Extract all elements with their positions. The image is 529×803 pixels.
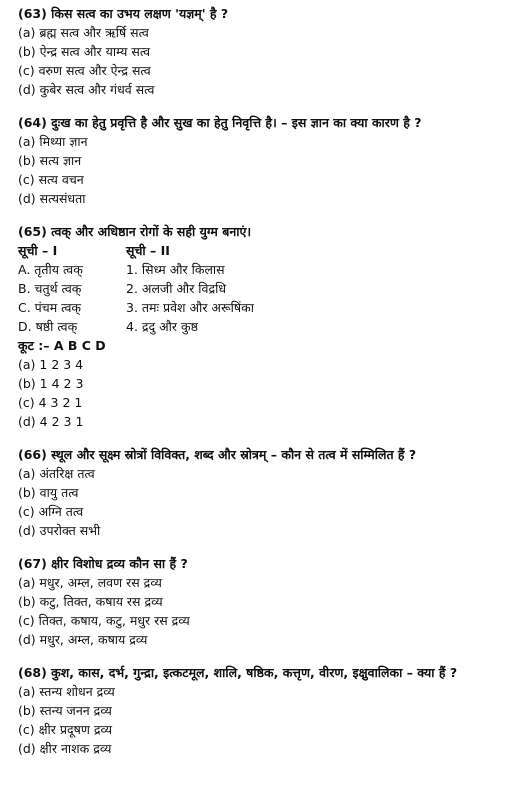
question-block-68 (18, 663, 523, 758)
match-row (18, 317, 523, 336)
question-text: (67) क्षीर विशोध द्रव्य कौन सा हैं ? (18, 556, 188, 571)
option-b: (b) सत्य ज्ञान (18, 153, 82, 168)
question-text: (64) दुःख का हेतु प्रवृत्ति है और सुख का हेतु निवृत्ति है। – इस ज्ञान का क्या कारण है ? (18, 115, 422, 130)
match-row (18, 260, 523, 279)
question-block-66 (18, 445, 523, 540)
option-c: (c) क्षीर प्रदूषण द्रव्य (18, 722, 113, 737)
list-2-item: 3. तमः प्रवेश और अरूषिंका (126, 300, 254, 315)
option-c: (c) सत्य वचन (18, 172, 84, 187)
question-block-67 (18, 554, 523, 649)
list-2-header: सूची – II (126, 243, 170, 258)
code-header: कूट :– A B C D (18, 338, 106, 353)
list-2-item: 1. सिध्म और किलास (126, 262, 225, 277)
option-d: (d) मधुर, अम्ल, कषाय द्रव्य (18, 632, 148, 647)
list-1-item: B. चतुर्थ त्वक् (18, 281, 82, 296)
list-1-item: C. पंचम त्वक् (18, 300, 82, 315)
question-text: (65) त्वक् और अधिष्ठान रोगों के सही युग्म बनाएं। (18, 224, 252, 239)
list-1-item: D. षष्ठी त्वक् (18, 319, 78, 334)
list-1-header: सूची – I (18, 243, 58, 258)
match-row (18, 298, 523, 317)
option-a: (a) स्तन्य शोधन द्रव्य (18, 684, 115, 699)
question-block-63 (18, 4, 523, 99)
list-1-item: A. तृतीय त्वक् (18, 262, 83, 277)
option-d: (d) क्षीर नाशक द्रव्य (18, 741, 112, 756)
question-block-64 (18, 113, 523, 208)
option-b: (b) कटु, तिक्त, कषाय रस द्रव्य (18, 594, 163, 609)
option-c: (c) 4 3 2 1 (18, 395, 83, 410)
list-2-item: 4. द्रदु और कुष्ठ (126, 319, 198, 334)
option-c: (c) अग्नि तत्व (18, 504, 84, 519)
option-a: (a) अंतरिक्ष तत्व (18, 466, 95, 481)
match-row (18, 279, 523, 298)
question-text: (63) किस सत्व का उभय लक्षण 'यज्ञम्' है ? (18, 6, 229, 21)
option-a: (a) 1 2 3 4 (18, 357, 84, 372)
option-b: (b) 1 4 2 3 (18, 376, 84, 391)
question-block-65 (18, 222, 523, 431)
option-a: (a) ब्रह्म सत्व और ऋर्षि सत्व (18, 25, 149, 40)
list-header-row (18, 241, 523, 260)
option-d: (d) 4 2 3 1 (18, 414, 84, 429)
list-2-item: 2. अलजी और विद्रधि (126, 281, 227, 296)
option-c: (c) तिक्त, कषाय, कटु, मधुर रस द्रव्य (18, 613, 190, 628)
option-b: (b) वायु तत्व (18, 485, 79, 500)
option-b: (b) स्तन्य जनन द्रव्य (18, 703, 112, 718)
option-d: (d) उपरोक्त सभी (18, 523, 101, 538)
option-a: (a) मधुर, अम्ल, लवण रस द्रव्य (18, 575, 162, 590)
question-text: (66) स्थूल और सूक्ष्म स्रोत्रों विविक्त, शब्द और स्रोत्रम् – कौन से तत्व में सम्मिलित हैं ? (18, 447, 417, 462)
question-text: (68) कुश, कास, दर्भ, गुन्द्रा, इत्कटमूल, शालि, षष्ठिक, कत्तृण, वीरण, इक्षुवालिका – क्या हैं ? (18, 665, 458, 680)
option-d: (d) सत्यसंधता (18, 191, 86, 206)
option-a: (a) मिथ्या ज्ञान (18, 134, 88, 149)
option-c: (c) वरुण सत्व और ऐन्द्र सत्व (18, 63, 151, 78)
option-d: (d) कुबेर सत्व और गंधर्व सत्व (18, 82, 155, 97)
option-b: (b) ऐन्द्र सत्व और याम्य सत्व (18, 44, 151, 59)
